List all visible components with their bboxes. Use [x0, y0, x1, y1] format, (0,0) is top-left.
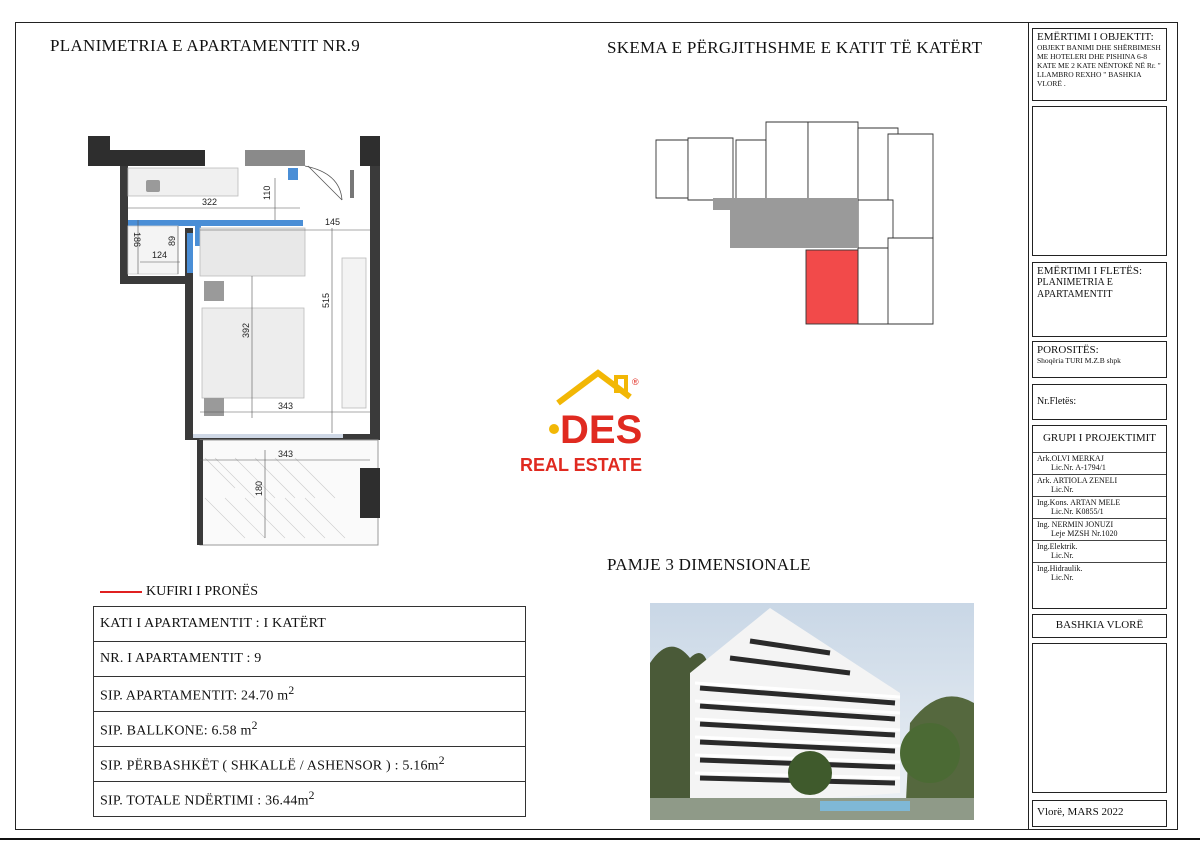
floor-scheme-diagram — [648, 118, 938, 330]
blank-box-bottom — [1032, 643, 1167, 793]
floor-info: KATI I APARTAMENTIT : I KATËRT — [100, 616, 327, 631]
total-area-info: SIP. TOTALE NDËRTIMI : 36.44m — [100, 793, 309, 809]
sheet-number-label: Nr.Fletës: — [1037, 396, 1077, 407]
des-real-estate-logo — [518, 367, 688, 479]
design-team-heading: GRUPI I PROJEKTIMIT — [1042, 432, 1157, 444]
legend-label: KUFIRI I PRONËS — [146, 584, 259, 599]
registered-mark: ® — [632, 377, 639, 387]
dim-322: 322 — [202, 197, 218, 207]
object-name-text: OBJEKT BANIMI DHE SHËRBIMESH ME HOTELERI DHE PISHINA 6-8 KATE ME 2 KATE NËNTOKË NË Rr. " LLAMBRO REXHO " BASHKIA VLORË . — [1037, 43, 1161, 88]
sheet-name-box — [1032, 262, 1167, 337]
table-row — [94, 607, 526, 642]
municipality-box — [1032, 614, 1167, 638]
date-box — [1032, 800, 1167, 827]
team-member — [1033, 474, 1166, 496]
apartment-info-table — [93, 606, 526, 817]
member-license: Lic.Nr. — [1051, 485, 1074, 494]
team-member — [1033, 496, 1166, 518]
table-row — [94, 642, 526, 677]
unit-exponent: 2 — [288, 683, 295, 697]
property-boundary-legend — [100, 584, 258, 600]
dim-124: 124 — [152, 250, 168, 260]
client-box — [1032, 341, 1167, 378]
member-name: Ing.Hidraulik. — [1037, 564, 1083, 573]
dim-343-room: 343 — [278, 401, 294, 411]
dim-343-balcony: 343 — [278, 449, 294, 459]
client-text: Shoqëria TURI M.Z.B shpk — [1037, 356, 1121, 365]
boundary-line-swatch — [100, 591, 142, 593]
scheme-title: SKEMA E PËRGJITHSHME E KATIT TË KATËRT — [607, 38, 983, 57]
apartment-number-info: NR. I APARTAMENTIT : 9 — [100, 651, 262, 666]
member-name: Ark. ARTIOLA ZENELI — [1037, 476, 1118, 485]
common-area-info: SIP. PËRBASHKËT ( SHKALLË / ASHENSOR ) : 5.16m — [100, 758, 439, 774]
logo-brand: DES — [560, 408, 643, 452]
dim-110: 110 — [262, 185, 272, 200]
dim-515: 515 — [321, 292, 331, 308]
apartment-floor-plan — [80, 128, 400, 548]
table-row — [94, 747, 526, 782]
object-name-box — [1032, 28, 1167, 101]
member-name: Ing.Kons. ARTAN MELE — [1037, 498, 1121, 507]
bottom-border — [0, 838, 1200, 840]
unit-exponent: 2 — [438, 753, 445, 767]
floor-plan-title: PLANIMETRIA E APARTAMENTIT NR.9 — [50, 36, 361, 55]
dim-392: 392 — [241, 322, 251, 338]
balcony-area-info: SIP. BALLKONE: 6.58 m — [100, 723, 252, 739]
apartment-area-info: SIP. APARTAMENTIT: 24.70 m — [100, 688, 289, 704]
team-member — [1033, 452, 1166, 474]
member-license: Lic.Nr. K0855/1 — [1051, 507, 1104, 516]
dim-180: 180 — [254, 480, 264, 496]
member-name: Ing. NERMIN JONUZI — [1037, 520, 1114, 529]
team-member — [1033, 562, 1166, 584]
building-3d-render — [650, 603, 974, 820]
object-name-heading: EMËRTIMI I OBJEKTIT: — [1037, 31, 1154, 43]
sheet-name-heading: EMËRTIMI I FLETËS: — [1037, 265, 1143, 277]
dim-145: 145 — [325, 217, 341, 227]
client-heading: POROSITËS: — [1037, 344, 1099, 356]
member-name: Ing.Elektrik. — [1037, 542, 1078, 551]
sheet-number-box — [1032, 384, 1167, 420]
member-name: Ark.OLVI MERKAJ — [1037, 454, 1104, 463]
date-label: Vlorë, MARS 2022 — [1037, 806, 1124, 818]
unit-exponent: 2 — [308, 788, 315, 802]
municipality-label: BASHKIA VLORË — [1055, 619, 1144, 631]
unit-exponent: 2 — [251, 718, 258, 732]
member-license: Lic.Nr. A-1794/1 — [1051, 463, 1106, 472]
dim-89: 89 — [167, 235, 177, 246]
table-row — [94, 782, 526, 817]
design-team-box — [1032, 425, 1167, 609]
dim-186: 186 — [132, 232, 142, 248]
sheet-name-text: PLANIMETRIA E APARTAMENTIT — [1037, 277, 1113, 300]
member-license: Leje MZSH Nr.1020 — [1051, 529, 1118, 538]
table-row — [94, 712, 526, 747]
member-license: Lic.Nr. — [1051, 573, 1074, 582]
table-row — [94, 677, 526, 712]
view-3d-title: PAMJE 3 DIMENSIONALE — [607, 555, 811, 574]
member-license: Lic.Nr. — [1051, 551, 1074, 560]
blank-box-top — [1032, 106, 1167, 256]
team-member — [1033, 518, 1166, 540]
logo-subtitle: REAL ESTATE — [520, 455, 643, 475]
team-member — [1033, 540, 1166, 562]
